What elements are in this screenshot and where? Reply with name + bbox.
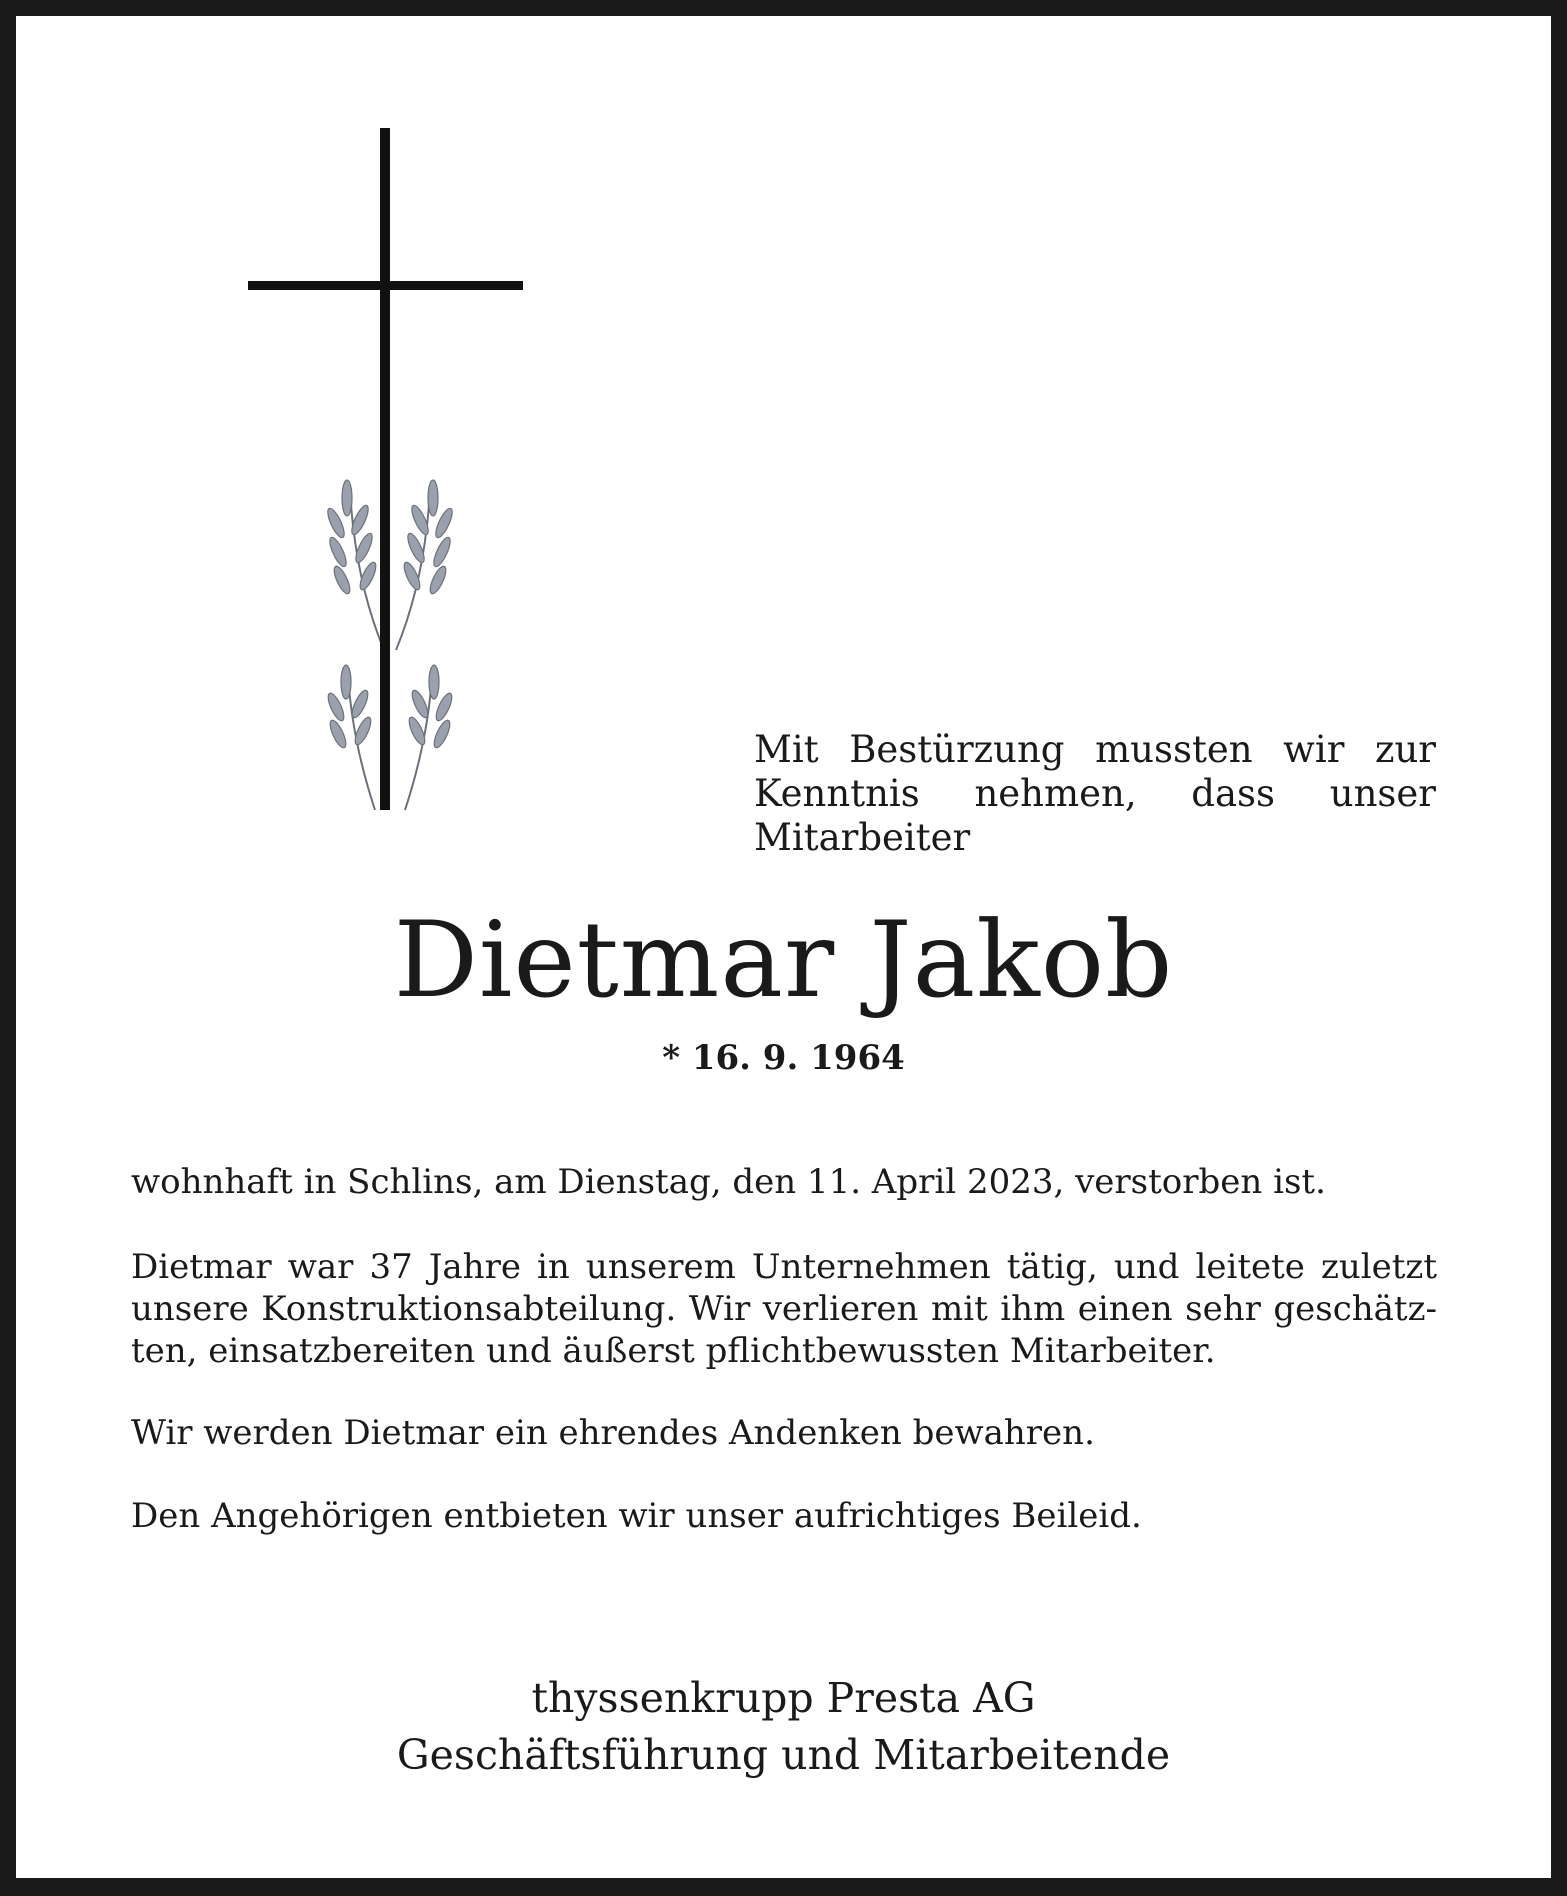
paragraph-tribute: [131, 1246, 1437, 1372]
tribute-line: ten, einsatzbereiten und äußerst pflichtbewussten Mitarbeiter.: [131, 1331, 1216, 1371]
intro-line: Mit Bestürzung mussten wir zur: [754, 728, 1436, 771]
cross-with-branches-icon: [230, 120, 550, 820]
cross-icon: [248, 128, 523, 810]
signature-company: thyssenkrupp Presta AG: [531, 1674, 1036, 1722]
intro-line: Kenntnis nehmen, dass unser Mitarbeiter: [754, 772, 1436, 859]
paragraph-remembrance: Wir werden Dietmar ein ehrendes Andenken bewahren.: [131, 1413, 1095, 1453]
deceased-name: Dietmar Jakob: [393, 899, 1174, 1021]
birth-date: * 16. 9. 1964: [662, 1038, 905, 1078]
tribute-line: Dietmar war 37 Jahre in unserem Unternehmen tätig, und leitete zuletzt: [131, 1247, 1437, 1287]
intro-text: [754, 728, 1436, 860]
paragraph-condolence: Den Angehörigen entbieten wir unser aufrichtiges Beileid.: [131, 1496, 1142, 1536]
tribute-line: unsere Konstruktionsabteilung. Wir verlieren mit ihm einen sehr geschätz-: [131, 1289, 1437, 1329]
signature-group: Geschäftsführung und Mitarbeitende: [396, 1731, 1171, 1779]
paragraph-death-notice: wohnhaft in Schlins, am Dienstag, den 11. April 2023, verstorben ist.: [131, 1162, 1326, 1202]
